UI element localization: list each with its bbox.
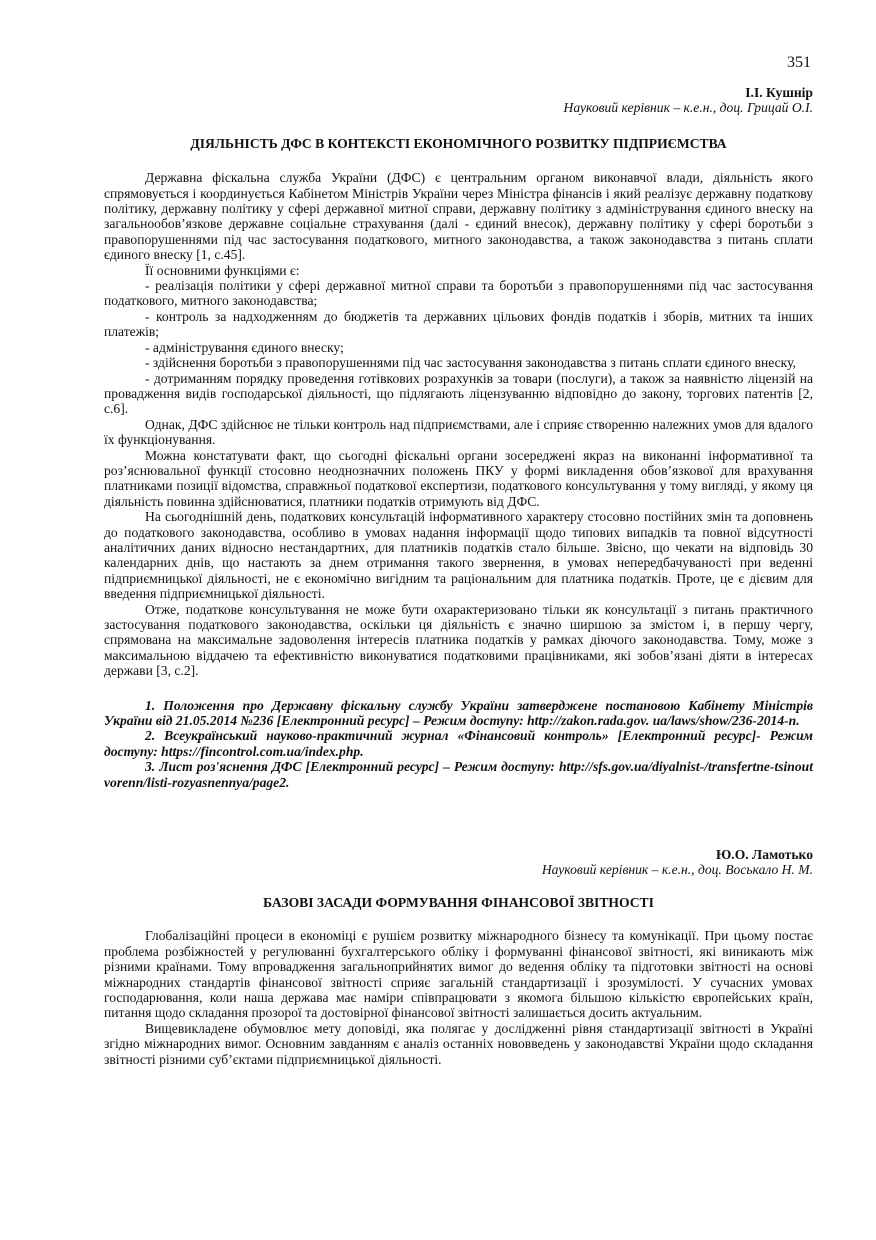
article-1-intro: Державна фіскальна служба України (ДФС) є центральним органом виконавчої влади, діяльність якого спрямовується і координується Кабінетом Міністрів України через Міністра фінансів і який реалізує державну податкову політику, державну політику у сфері державної митної справи, державну політику з адміністрування єдиного внеску на загальнообов’язкове державне соціальне страхування (далі - єдиний внесок), державну політику у сфері боротьби з правопорушеннями під час застосування податкового, митного законодавства, а також законодавства з питань сплати єдиного внеску [1, с.45]. (104, 170, 813, 263)
page-number: 351 (787, 54, 811, 71)
article-1-advisor: Науковий керівник – к.е.н., доц. Грицай О.І. (563, 100, 813, 116)
article-1 (104, 85, 813, 790)
article-2-paragraph: Вищевикладене обумовлює мету доповіді, яка полягає у дослідженні рівня стандартизації звітності в Україні згідно міжнародних вимог. Основним завданням є аналіз останніх нововведень у законодавстві України щодо складання звітності різними суб’єктами підприємницької діяльності. (104, 1020, 813, 1067)
article-1-author: І.І. Кушнір (745, 85, 813, 100)
article-2-advisor: Науковий керівник – к.е.н., доц. Воськало Н. М. (541, 862, 813, 878)
reference-item: 1. Положення про Державну фіскальну службу України затверджене постановою Кабінету Міністрів України від 21.05.2014 №236 [Електронний ресурс] – Режим доступу: http://zakon.rada.gov. ua/laws/show/236-2014-п. (104, 697, 813, 729)
article-2-title: БАЗОВІ ЗАСАДИ ФОРМУВАННЯ ФІНАНСОВОЇ ЗВІТНОСТІ (263, 894, 654, 910)
function-item: - контроль за надходженням до бюджетів та державних цільових фондів податків і зборів, митних та інших платежів; (104, 308, 813, 340)
article-1-title: ДІЯЛЬНІСТЬ ДФС В КОНТЕКСТІ ЕКОНОМІЧНОГО РОЗВИТКУ ПІДПРИЄМСТВА (190, 135, 727, 151)
article-1-paragraph: Отже, податкове консультування не може бути охарактеризовано тільки як консультації з питань практичного застосування податкового законодавства, оскільки ця діяльність є значно ширшою за змістом і, в першу чергу, спрямована на максимальне задоволення інтересів платника податків у рамках діючого законодавства. Тому, може з максимальною віддачею та ефективністю виконуватися податковими працівниками, які зобов’язані діяти в інтересах держави [3, с.2]. (104, 601, 813, 679)
article-2 (104, 847, 813, 1067)
function-item: - здійснення боротьби з правопорушеннями під час застосування законодавства з питань сплати єдиного внеску, (145, 355, 796, 371)
article-1-paragraph: Однак, ДФС здійснює не тільки контроль над підприємствами, але і сприяє створенню належних умов для вдалого їх функціонування. (104, 416, 813, 448)
article-2-paragraph: Глобалізаційні процеси в економіці є рушієм розвитку міжнародного бізнесу та комунікації. При цьому постає проблема розбіжностей у регулюванні бухгалтерського обліку і формуванні фінансової звітності, які виникають між різними країнами. Тому впровадження загальноприйнятих вимог до ведення обліку та підготовки звітності на основі міжнародних стандартів фінансової звітності сприяє загальній стандартизації і зрозумілості. У сучасних умовах господарювання, коли наша держава має наміри співпрацювати з якомога більшою кількістю європейських країн, питання щодо складання прозорої та достовірної фінансової звітності залишається досить актуальним. (104, 928, 813, 1021)
article-1-paragraph: Можна констатувати факт, що сьогодні фіскальні органи зосереджені якраз на виконанні інформативної та роз’яснювальної функції стосовно неоднозначних положень ПКУ у формі викладення обов’язкової для врахування платниками позиції відомства, справжньої податкової експертизи, податкового консультування у тому вигляді, у якому ця діяльність повинна здійснюватися, платники податків отримують від ДФС. (104, 447, 813, 509)
references-list (104, 698, 813, 790)
functions-intro: Її основними функціями є: (145, 262, 300, 278)
reference-item: 2. Всеукраїнський науково-практичний журнал «Фінансовий контроль» [Електронний ресурс]- Режим доступу: https://fincontrol.com.ua/index.php. (104, 728, 813, 759)
article-2-author: Ю.О. Ламотько (715, 847, 813, 863)
function-item: - реалізація політики у сфері державної митної справи та боротьби з правопорушеннями під час застосування податкового, митного законодавства; (104, 278, 813, 309)
article-1-paragraph: На сьогоднішній день, податкових консультацій інформативного характеру стосовно постійних змін та доповнень до податкового законодавства, особливо в умовах надання інформації щодо типових випадків та повної відсутності аналітичних даних відносно нестандартних, для платників податків стало більше. Звісно, що чекати на відповідь 30 календарних днів, що настають за днем отримання такого звернення, в умовах непередбачуваності при веденні підприємницької діяльності, не є економічно вигідним та раціональним для платника податків. Проте, це є дієвим для введення підприємницької діяльності. (104, 509, 813, 602)
document-page (104, 50, 813, 1067)
function-item: - дотриманням порядку проведення готівкових розрахунків за товари (послуги), а також за наявністю ліцензій на провадження видів господарської діяльності, що підлягають ліцензуванню відповідно до закону, торгових патентів [2, с.6]. (104, 370, 813, 417)
reference-item: 3. Лист роз'яснення ДФС [Електронний ресурс] – Режим доступу: http://sfs.gov.ua/diyalnist-/transfertne-tsinout vorenn/listi-rozyasnennya/page2. (104, 759, 813, 790)
function-item: - адміністрування єдиного внеску; (145, 339, 344, 355)
